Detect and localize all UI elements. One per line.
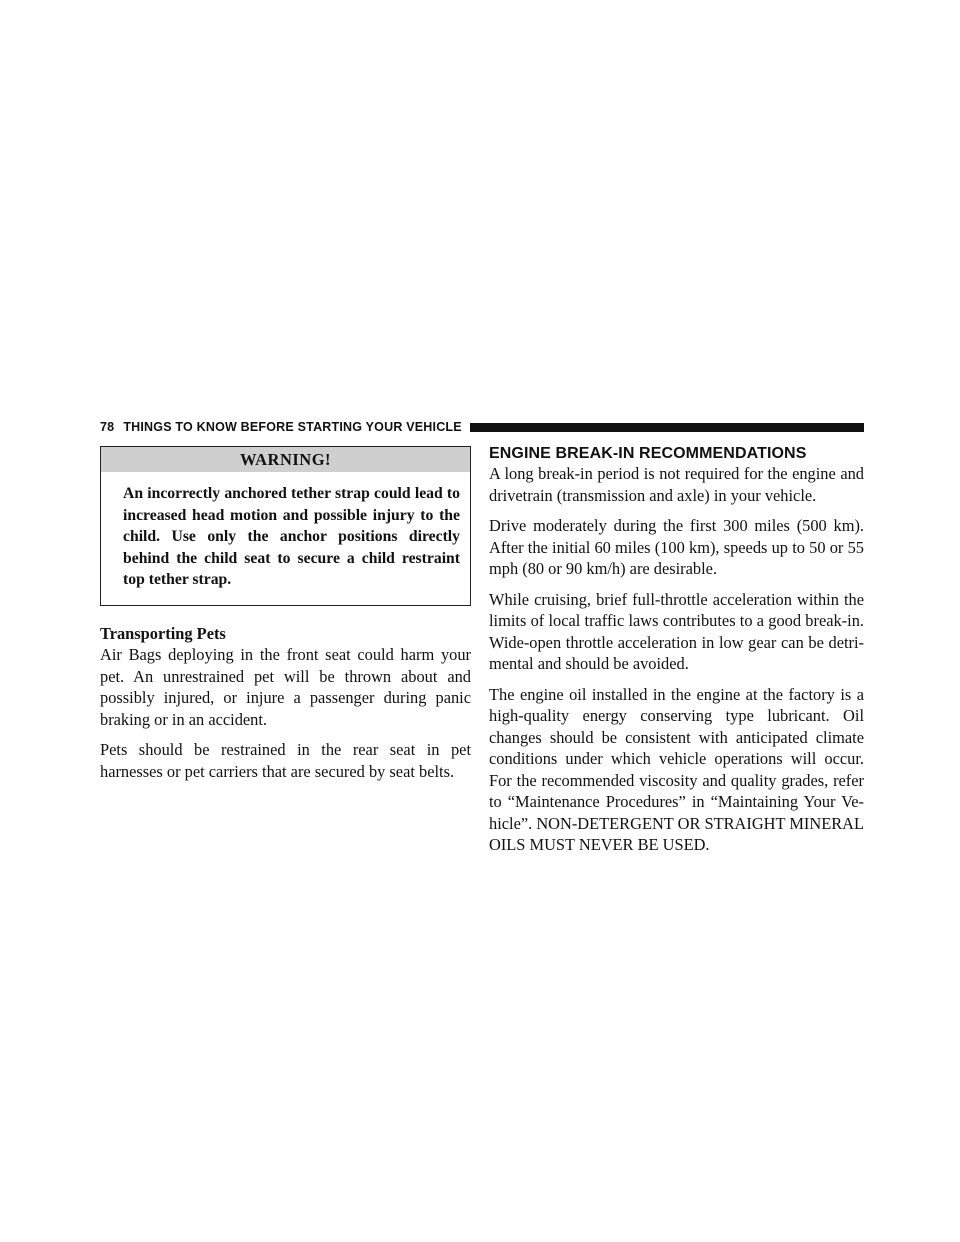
- left-column: [100, 446, 471, 782]
- engine-paragraph-2: Drive moderately during the first 300 miles (500 km). After the initial 60 miles (100 km), speeds up to 50 or 55 mph (80 or 90 km/h) are desirable.: [489, 516, 864, 578]
- engine-paragraph-1: A long break-in period is not required for the engine and drivetrain (transmission and axle) in your vehicle.: [489, 464, 864, 505]
- right-column: [489, 446, 864, 856]
- engine-break-in-heading: ENGINE BREAK-IN RECOMMENDATIONS: [489, 445, 807, 462]
- pets-paragraph-1: Air Bags deploying in the front seat could harm your pet. An unrestrained pet will be thrown about and possibly injured, or injure a passenger during panic braking or in an accident.: [100, 645, 471, 729]
- warning-body: An incorrectly anchored tether strap could lead to increased head motion and possible injury to the child. Use only the anchor positions directly behind the child seat to secure a child restraint top tether strap.: [123, 485, 460, 588]
- warning-box: [100, 446, 471, 606]
- page-number: 78: [100, 420, 115, 434]
- page-header: [100, 419, 864, 435]
- warning-title: WARNING!: [101, 447, 470, 472]
- engine-paragraph-3: While cruising, brief full-throttle acceleration within the limits of local traffic laws contributes to a good break-in. Wide-open throttle acceleration in low gear can be detri- mental and should be avoided.: [489, 589, 864, 673]
- engine-paragraph-4: The engine oil installed in the engine at the factory is a high-quality energy conserving type lubricant. Oil changes should be consistent with anticipated climate conditions under which vehicle operations will occur. For the recommended viscosity and quality grades, refer to “Maintenance Procedures” in “Maintaining Your Ve- hicle”. NON-DETERGENT OR STRAIGHT MINERAL OILS MUST NEVER BE USED.: [489, 684, 864, 854]
- header-rule: [470, 423, 864, 432]
- running-title: THINGS TO KNOW BEFORE STARTING YOUR VEHICLE: [123, 420, 462, 434]
- transporting-pets-heading: Transporting Pets: [100, 623, 226, 643]
- pets-paragraph-2: Pets should be restrained in the rear seat in pet harnesses or pet carriers that are secured by seat belts.: [100, 740, 471, 781]
